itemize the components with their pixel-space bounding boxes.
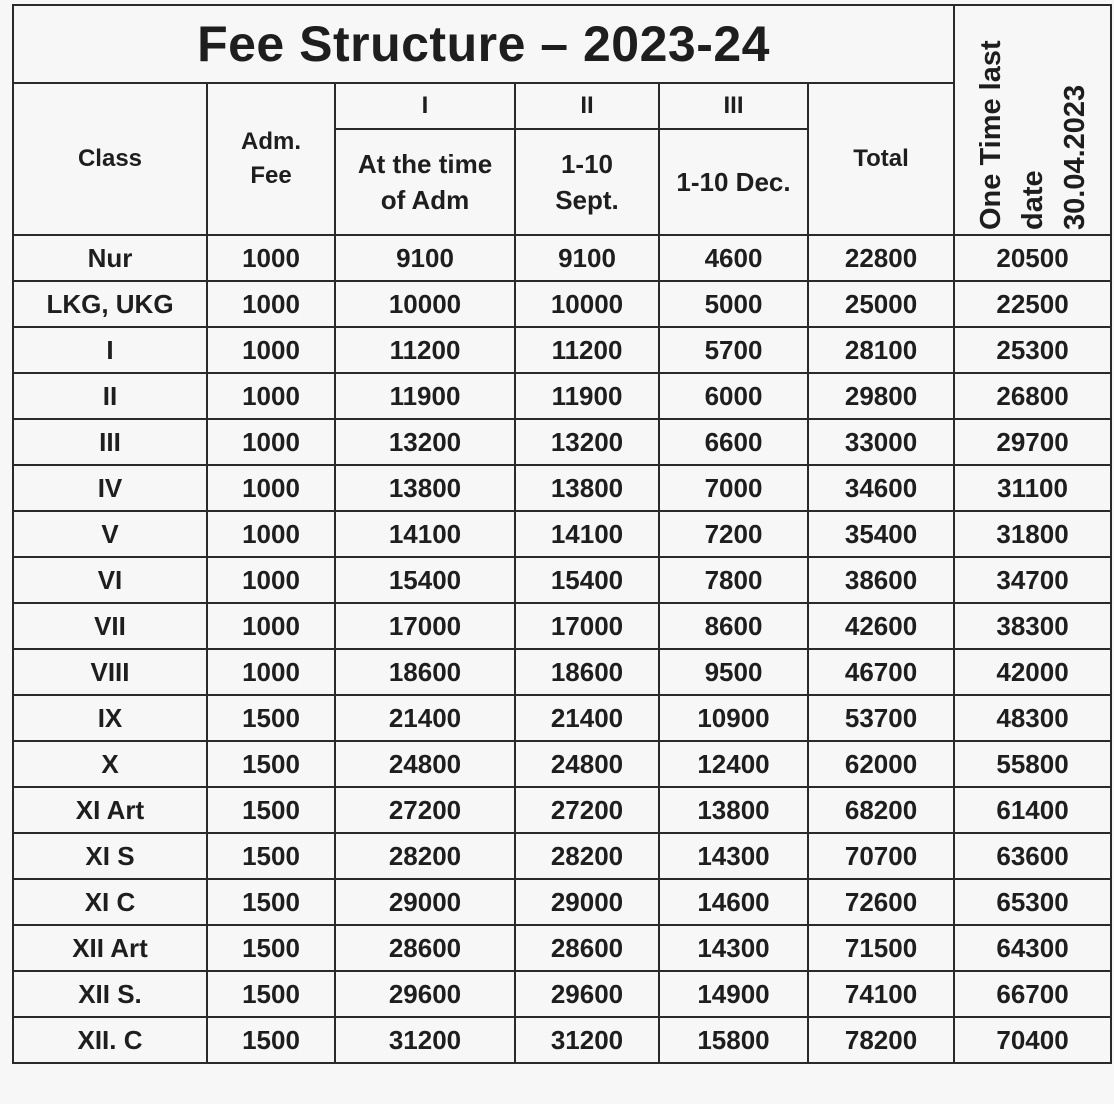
class-header-label: Class xyxy=(77,145,143,172)
installment-1-cell: 15400 xyxy=(335,557,515,603)
one-time-cell: 22500 xyxy=(954,281,1111,327)
installment-2-cell: 17000 xyxy=(515,603,659,649)
installment-2-cell: 14100 xyxy=(515,511,659,557)
adm-fee-cell: 1500 xyxy=(207,879,335,925)
total-cell: 53700 xyxy=(808,695,954,741)
class-cell: XI Art xyxy=(13,787,207,833)
installment-1-cell: 17000 xyxy=(335,603,515,649)
total-cell: 78200 xyxy=(808,1017,954,1063)
class-cell: X xyxy=(13,741,207,787)
one-time-cell: 66700 xyxy=(954,971,1111,1017)
one-time-label-line1: One Time last xyxy=(974,40,1007,230)
fee-table-body xyxy=(13,235,1111,1063)
table-row xyxy=(13,465,1111,511)
class-cell: XI C xyxy=(13,879,207,925)
adm-fee-cell: 1000 xyxy=(207,511,335,557)
total-cell: 62000 xyxy=(808,741,954,787)
installment-3-cell: 14300 xyxy=(659,833,808,879)
total-cell: 28100 xyxy=(808,327,954,373)
one-time-cell: 61400 xyxy=(954,787,1111,833)
one-time-cell: 63600 xyxy=(954,833,1111,879)
adm-fee-cell: 1000 xyxy=(207,557,335,603)
installment-1-header: I xyxy=(335,83,515,129)
installment-2-cell: 31200 xyxy=(515,1017,659,1063)
class-cell: VIII xyxy=(13,649,207,695)
table-row xyxy=(13,649,1111,695)
installment-2-cell: 29600 xyxy=(515,971,659,1017)
page-title: Fee Structure – 2023-24 xyxy=(197,16,770,72)
adm-fee-cell: 1500 xyxy=(207,833,335,879)
class-cell: I xyxy=(13,327,207,373)
total-header xyxy=(808,83,954,235)
fee-table xyxy=(12,4,1112,1064)
adm-fee-cell: 1500 xyxy=(207,741,335,787)
class-cell: IX xyxy=(13,695,207,741)
installment-3-cell: 8600 xyxy=(659,603,808,649)
table-row xyxy=(13,603,1111,649)
total-cell: 71500 xyxy=(808,925,954,971)
installment-2-cell: 13800 xyxy=(515,465,659,511)
one-time-header-text xyxy=(963,10,1103,230)
installment-1-due-line2: of Adm xyxy=(380,185,470,215)
table-row xyxy=(13,1017,1111,1063)
table-row xyxy=(13,373,1111,419)
installment-1-cell: 28200 xyxy=(335,833,515,879)
adm-fee-cell: 1500 xyxy=(207,1017,335,1063)
total-cell: 74100 xyxy=(808,971,954,1017)
installment-1-cell: 14100 xyxy=(335,511,515,557)
table-row xyxy=(13,833,1111,879)
adm-fee-cell: 1500 xyxy=(207,695,335,741)
one-time-cell: 25300 xyxy=(954,327,1111,373)
installment-2-cell: 11900 xyxy=(515,373,659,419)
table-row xyxy=(13,925,1111,971)
installment-1-cell: 11200 xyxy=(335,327,515,373)
installment-3-cell: 15800 xyxy=(659,1017,808,1063)
class-header xyxy=(13,83,207,235)
installment-1-cell: 31200 xyxy=(335,1017,515,1063)
installment-3-cell: 14900 xyxy=(659,971,808,1017)
adm-fee-cell: 1000 xyxy=(207,235,335,281)
installment-2-due-header xyxy=(515,129,659,235)
installment-1-cell: 28600 xyxy=(335,925,515,971)
table-row xyxy=(13,419,1111,465)
class-cell: V xyxy=(13,511,207,557)
one-time-label-line2: date xyxy=(1016,170,1049,230)
installment-1-cell: 11900 xyxy=(335,373,515,419)
installment-1-cell: 29000 xyxy=(335,879,515,925)
installment-2-header: II xyxy=(515,83,659,129)
table-row xyxy=(13,281,1111,327)
total-cell: 22800 xyxy=(808,235,954,281)
total-cell: 68200 xyxy=(808,787,954,833)
installment-2-cell: 18600 xyxy=(515,649,659,695)
installment-1-cell: 24800 xyxy=(335,741,515,787)
table-row xyxy=(13,695,1111,741)
total-cell: 46700 xyxy=(808,649,954,695)
installment-2-cell: 28600 xyxy=(515,925,659,971)
installment-3-cell: 4600 xyxy=(659,235,808,281)
one-time-cell: 29700 xyxy=(954,419,1111,465)
total-cell: 38600 xyxy=(808,557,954,603)
one-time-cell: 42000 xyxy=(954,649,1111,695)
installment-3-cell: 5700 xyxy=(659,327,808,373)
class-cell: VI xyxy=(13,557,207,603)
installment-1-cell: 13800 xyxy=(335,465,515,511)
installment-2-cell: 13200 xyxy=(515,419,659,465)
one-time-label-line3: 30.04.2023 xyxy=(1058,84,1091,230)
adm-fee-cell: 1000 xyxy=(207,465,335,511)
class-cell: XI S xyxy=(13,833,207,879)
installment-2-cell: 27200 xyxy=(515,787,659,833)
installment-2-due-line2: Sept. xyxy=(555,185,619,215)
total-cell: 70700 xyxy=(808,833,954,879)
installment-3-cell: 14300 xyxy=(659,925,808,971)
installment-3-due-header xyxy=(659,129,808,235)
one-time-cell: 55800 xyxy=(954,741,1111,787)
table-row xyxy=(13,327,1111,373)
class-cell: IV xyxy=(13,465,207,511)
adm-fee-cell: 1000 xyxy=(207,603,335,649)
one-time-cell: 64300 xyxy=(954,925,1111,971)
total-header-label: Total xyxy=(853,145,909,172)
class-cell: LKG, UKG xyxy=(13,281,207,327)
adm-fee-cell: 1000 xyxy=(207,281,335,327)
installment-2-cell: 11200 xyxy=(515,327,659,373)
installment-3-cell: 7800 xyxy=(659,557,808,603)
installment-3-cell: 7200 xyxy=(659,511,808,557)
installment-3-cell: 9500 xyxy=(659,649,808,695)
table-row xyxy=(13,741,1111,787)
one-time-cell: 38300 xyxy=(954,603,1111,649)
class-cell: VII xyxy=(13,603,207,649)
class-cell: XII S. xyxy=(13,971,207,1017)
total-cell: 29800 xyxy=(808,373,954,419)
adm-fee-cell: 1000 xyxy=(207,649,335,695)
adm-fee-header xyxy=(207,83,335,235)
one-time-cell: 31800 xyxy=(954,511,1111,557)
one-time-cell: 20500 xyxy=(954,235,1111,281)
installment-1-cell: 13200 xyxy=(335,419,515,465)
adm-fee-cell: 1500 xyxy=(207,787,335,833)
one-time-cell: 65300 xyxy=(954,879,1111,925)
installment-2-cell: 29000 xyxy=(515,879,659,925)
one-time-cell: 34700 xyxy=(954,557,1111,603)
installment-1-due-header xyxy=(335,129,515,235)
total-cell: 42600 xyxy=(808,603,954,649)
one-time-cell: 70400 xyxy=(954,1017,1111,1063)
adm-fee-header-line2: Fee xyxy=(250,162,292,189)
installment-1-cell: 29600 xyxy=(335,971,515,1017)
installment-3-cell: 13800 xyxy=(659,787,808,833)
installment-1-cell: 18600 xyxy=(335,649,515,695)
table-row xyxy=(13,511,1111,557)
installment-3-cell: 12400 xyxy=(659,741,808,787)
installment-2-cell: 9100 xyxy=(515,235,659,281)
class-cell: II xyxy=(13,373,207,419)
total-cell: 34600 xyxy=(808,465,954,511)
class-cell: XII. C xyxy=(13,1017,207,1063)
table-row xyxy=(13,235,1111,281)
installment-2-cell: 28200 xyxy=(515,833,659,879)
table-row xyxy=(13,879,1111,925)
adm-fee-cell: 1500 xyxy=(207,925,335,971)
table-row xyxy=(13,557,1111,603)
installment-2-cell: 21400 xyxy=(515,695,659,741)
one-time-cell: 31100 xyxy=(954,465,1111,511)
total-cell: 72600 xyxy=(808,879,954,925)
installment-3-cell: 14600 xyxy=(659,879,808,925)
one-time-header xyxy=(954,5,1111,235)
title-cell xyxy=(13,5,954,83)
table-row xyxy=(13,971,1111,1017)
installment-3-cell: 5000 xyxy=(659,281,808,327)
total-cell: 35400 xyxy=(808,511,954,557)
installment-1-due-line1: At the time xyxy=(357,149,493,179)
installment-3-due-label: 1-10 Dec. xyxy=(676,167,791,197)
installment-2-cell: 24800 xyxy=(515,741,659,787)
installment-1-cell: 21400 xyxy=(335,695,515,741)
adm-fee-cell: 1000 xyxy=(207,419,335,465)
class-cell: Nur xyxy=(13,235,207,281)
installment-3-cell: 10900 xyxy=(659,695,808,741)
installment-2-cell: 10000 xyxy=(515,281,659,327)
adm-fee-cell: 1500 xyxy=(207,971,335,1017)
total-cell: 33000 xyxy=(808,419,954,465)
adm-fee-cell: 1000 xyxy=(207,373,335,419)
installment-3-header: III xyxy=(659,83,808,129)
installment-3-cell: 6000 xyxy=(659,373,808,419)
class-cell: XII Art xyxy=(13,925,207,971)
installment-2-due-line1: 1-10 xyxy=(560,149,614,179)
installment-2-cell: 15400 xyxy=(515,557,659,603)
installment-3-cell: 7000 xyxy=(659,465,808,511)
fee-structure-sheet xyxy=(12,4,1110,1098)
installment-1-cell: 27200 xyxy=(335,787,515,833)
one-time-cell: 26800 xyxy=(954,373,1111,419)
installment-3-cell: 6600 xyxy=(659,419,808,465)
table-row xyxy=(13,787,1111,833)
total-cell: 25000 xyxy=(808,281,954,327)
one-time-cell: 48300 xyxy=(954,695,1111,741)
installment-1-cell: 9100 xyxy=(335,235,515,281)
adm-fee-header-line1: Adm. xyxy=(241,128,301,155)
adm-fee-cell: 1000 xyxy=(207,327,335,373)
class-cell: III xyxy=(13,419,207,465)
installment-1-cell: 10000 xyxy=(335,281,515,327)
